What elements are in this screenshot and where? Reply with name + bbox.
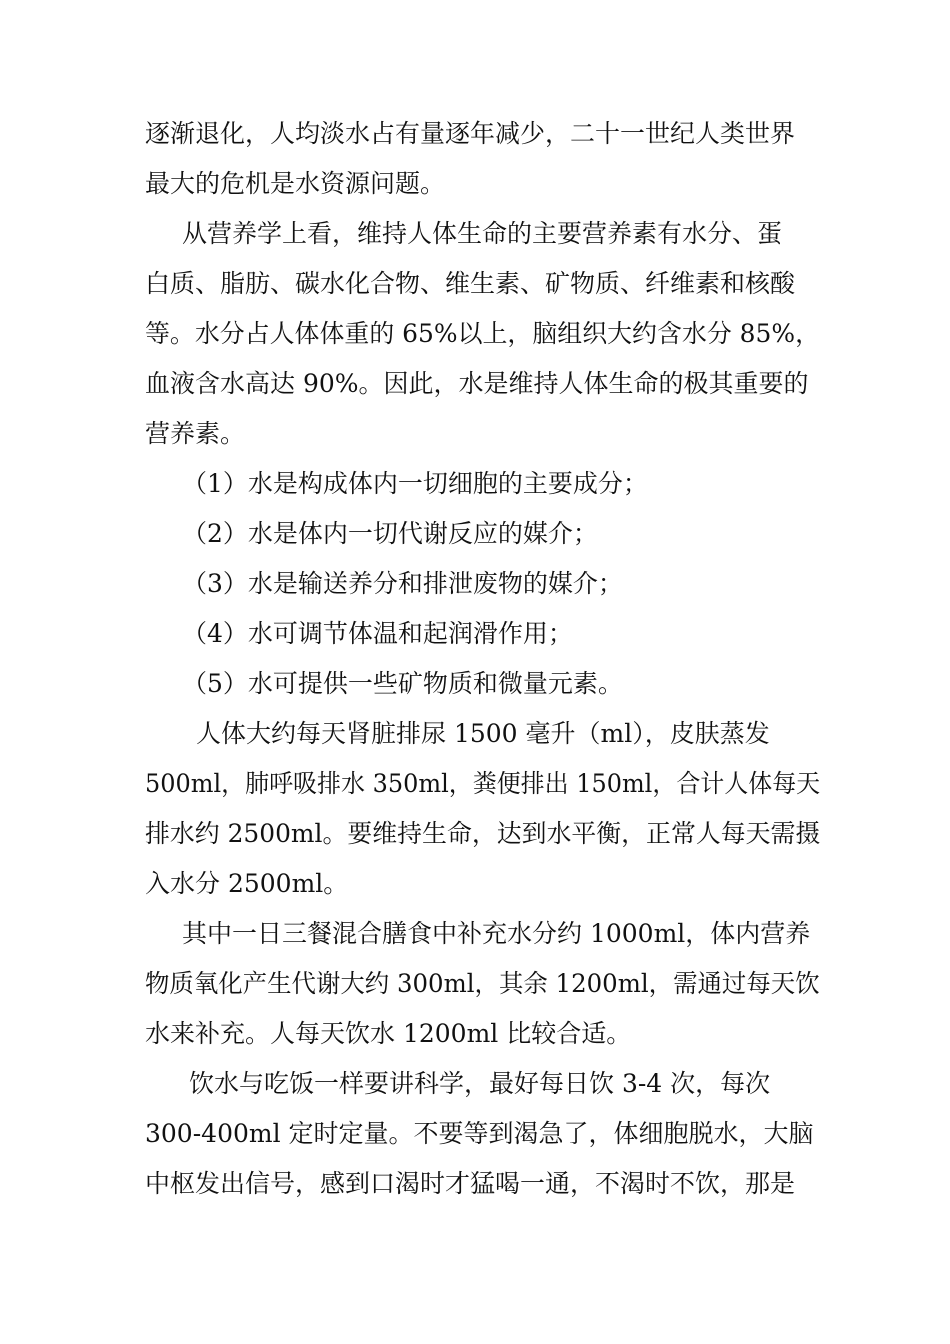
text-line: 入水分 2500ml。 — [145, 869, 349, 898]
text-line: 水来补充。人每天饮水 1200ml 比较合适。 — [145, 1019, 632, 1048]
paragraph-start: 从营养学上看，维持人体生命的主要营养素有水分、蛋 — [182, 219, 783, 248]
text-line: 最大的危机是水资源问题。 — [145, 169, 446, 198]
list-item: （4）水可调节体温和起润滑作用； — [182, 619, 573, 648]
text-line: 300-400ml 定时定量。不要等到渴急了，体细胞脱水，大脑 — [145, 1119, 814, 1148]
text-line: 白质、脂肪、碳水化合物、维生素、矿物质、纤维素和核酸 — [145, 269, 796, 298]
text-line: 中枢发出信号，感到口渴时才猛喝一通，不渴时不饮，那是 — [145, 1169, 796, 1198]
text-line: 等。水分占人体体重的 65%以上，脑组织大约含水分 85%， — [145, 319, 821, 348]
text-line: 血液含水高达 90%。因此，水是维持人体生命的极其重要的 — [145, 369, 809, 398]
text-line: 营养素。 — [145, 419, 246, 448]
list-item: （5）水可提供一些矿物质和微量元素。 — [182, 669, 623, 698]
text-line: 逐渐退化，人均淡水占有量逐年减少，二十一世纪人类世界 — [145, 119, 796, 148]
text-line: 排水约 2500ml。要维持生命，达到水平衡，正常人每天需摄 — [145, 819, 821, 848]
paragraph-start: 饮水与吃饭一样要讲科学，最好每日饮 3-4 次，每次 — [189, 1069, 771, 1098]
text-line: 物质氧化产生代谢大约 300ml，其余 1200ml，需通过每天饮 — [145, 969, 820, 998]
list-item: （2）水是体内一切代谢反应的媒介； — [182, 519, 598, 548]
list-item: （3）水是输送养分和排泄废物的媒介； — [182, 569, 623, 598]
text-line: 500ml，肺呼吸排水 350ml，粪便排出 150ml，合计人体每天 — [145, 769, 821, 798]
list-item: （1）水是构成体内一切细胞的主要成分； — [182, 469, 648, 498]
paragraph-start: 其中一日三餐混合膳食中补充水分约 1000ml，体内营养 — [182, 919, 811, 948]
paragraph-start: 人体大约每天肾脏排尿 1500 毫升（ml），皮肤蒸发 — [196, 719, 770, 748]
